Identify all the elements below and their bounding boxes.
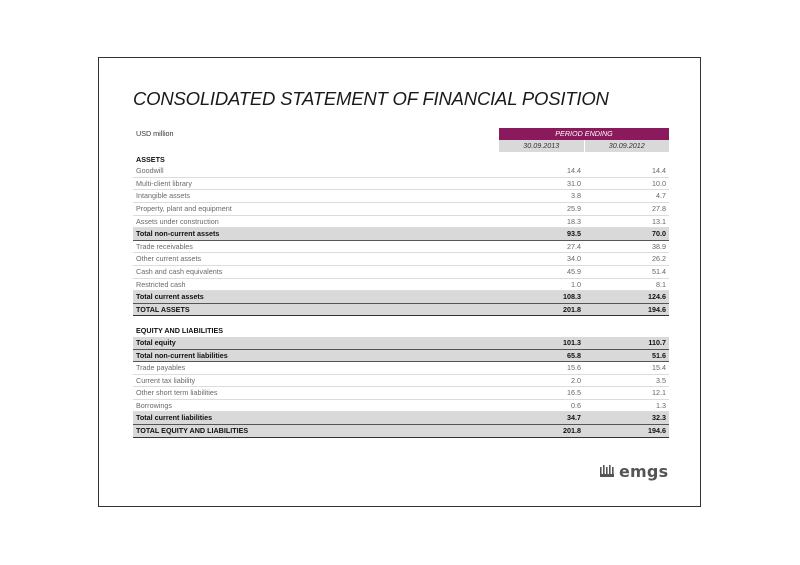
- column-header-2013: 30.09.2013: [499, 140, 584, 152]
- section-gap: [133, 316, 669, 324]
- emgs-logo-icon: [600, 465, 616, 477]
- row-label: Other current assets: [133, 253, 499, 266]
- row-label: TOTAL EQUITY AND LIABILITIES: [133, 425, 499, 438]
- table-row: [133, 399, 669, 412]
- row-value-2013: 101.3: [499, 337, 584, 349]
- total-row: [133, 337, 669, 349]
- row-value-2013: 201.8: [499, 425, 584, 438]
- row-label: Restricted cash: [133, 278, 499, 291]
- section-heading: [133, 323, 669, 337]
- row-value-2013: 1.0: [499, 278, 584, 291]
- table-row: [133, 278, 669, 291]
- section-heading: [133, 152, 669, 166]
- date-header-row: [133, 140, 669, 152]
- row-value-2012: 4.7: [584, 190, 669, 203]
- row-value-2012: 27.8: [584, 202, 669, 215]
- row-value-2013: 18.3: [499, 215, 584, 228]
- row-label: Total non-current assets: [133, 228, 499, 241]
- table-row: [133, 253, 669, 266]
- section-heading-label: EQUITY AND LIABILITIES: [136, 326, 224, 336]
- section-heading-blank: [584, 323, 669, 337]
- row-value-2012: 14.4: [584, 165, 669, 177]
- row-label: Current tax liability: [133, 374, 499, 387]
- row-label: Total current liabilities: [133, 412, 499, 425]
- row-value-2013: 34.0: [499, 253, 584, 266]
- row-value-2013: 201.8: [499, 303, 584, 316]
- row-value-2012: 194.6: [584, 425, 669, 438]
- total-row: [133, 412, 669, 425]
- row-label: Property, plant and equipment: [133, 202, 499, 215]
- row-value-2013: 25.9: [499, 202, 584, 215]
- row-label: Trade receivables: [133, 240, 499, 253]
- column-header-2012: 30.09.2012: [584, 140, 669, 152]
- total-row: [133, 291, 669, 304]
- page-title: CONSOLIDATED STATEMENT OF FINANCIAL POSITION: [133, 88, 609, 109]
- table-header-row: [133, 128, 669, 140]
- table-row: [133, 374, 669, 387]
- row-value-2012: 38.9: [584, 240, 669, 253]
- row-value-2012: 10.0: [584, 177, 669, 190]
- row-value-2013: 16.5: [499, 387, 584, 400]
- row-value-2013: 65.8: [499, 349, 584, 362]
- row-value-2013: 0.6: [499, 399, 584, 412]
- row-value-2013: 14.4: [499, 165, 584, 177]
- row-value-2013: 93.5: [499, 228, 584, 241]
- slide: [98, 57, 701, 507]
- row-label: Borrowings: [133, 399, 499, 412]
- total-row: [133, 425, 669, 438]
- table-row: [133, 202, 669, 215]
- total-row: [133, 303, 669, 316]
- section-heading-blank: [584, 152, 669, 166]
- row-value-2012: 26.2: [584, 253, 669, 266]
- table-row: [133, 165, 669, 177]
- row-value-2013: 15.6: [499, 362, 584, 375]
- row-value-2012: 3.5: [584, 374, 669, 387]
- row-value-2012: 51.4: [584, 265, 669, 278]
- total-row: [133, 349, 669, 362]
- row-value-2013: 31.0: [499, 177, 584, 190]
- row-label: Total equity: [133, 337, 499, 349]
- row-value-2013: 2.0: [499, 374, 584, 387]
- row-label: Other short term liabilities: [133, 387, 499, 400]
- row-label: Intangible assets: [133, 190, 499, 203]
- section-heading-label: ASSETS: [136, 154, 165, 164]
- row-value-2012: 32.3: [584, 412, 669, 425]
- table-row: [133, 240, 669, 253]
- table-row: [133, 387, 669, 400]
- table-row: [133, 362, 669, 375]
- row-value-2013: 3.8: [499, 190, 584, 203]
- row-value-2012: 12.1: [584, 387, 669, 400]
- table-row: [133, 177, 669, 190]
- financial-table: [133, 128, 669, 438]
- row-value-2013: 45.9: [499, 265, 584, 278]
- row-value-2012: 194.6: [584, 303, 669, 316]
- row-label: Goodwill: [133, 165, 499, 177]
- row-value-2012: 124.6: [584, 291, 669, 304]
- row-value-2012: 70.0: [584, 228, 669, 241]
- table-row: [133, 215, 669, 228]
- section-heading-blank: [499, 323, 584, 337]
- row-label: Trade payables: [133, 362, 499, 375]
- row-value-2012: 110.7: [584, 337, 669, 349]
- row-value-2013: 108.3: [499, 291, 584, 304]
- row-label: Cash and cash equivalents: [133, 265, 499, 278]
- row-label: Assets under construction: [133, 215, 499, 228]
- row-label: TOTAL ASSETS: [133, 303, 499, 316]
- row-value-2012: 15.4: [584, 362, 669, 375]
- row-value-2012: 51.6: [584, 349, 669, 362]
- unit-label: USD million: [136, 129, 174, 139]
- row-value-2012: 8.1: [584, 278, 669, 291]
- row-value-2012: 13.1: [584, 215, 669, 228]
- row-label: Total non-current liabilities: [133, 349, 499, 362]
- row-value-2013: 34.7: [499, 412, 584, 425]
- section-heading-blank: [499, 152, 584, 166]
- emgs-logo: [600, 461, 668, 481]
- row-value-2012: 1.3: [584, 399, 669, 412]
- spacer: [133, 316, 669, 324]
- date-header-spacer: [133, 140, 499, 152]
- period-header: PERIOD ENDING: [499, 128, 669, 140]
- logo-text: emgs: [619, 461, 669, 481]
- row-label: Multi-client library: [133, 177, 499, 190]
- row-label: Total current assets: [133, 291, 499, 304]
- table-row: [133, 265, 669, 278]
- row-value-2013: 27.4: [499, 240, 584, 253]
- table-row: [133, 190, 669, 203]
- total-row: [133, 228, 669, 241]
